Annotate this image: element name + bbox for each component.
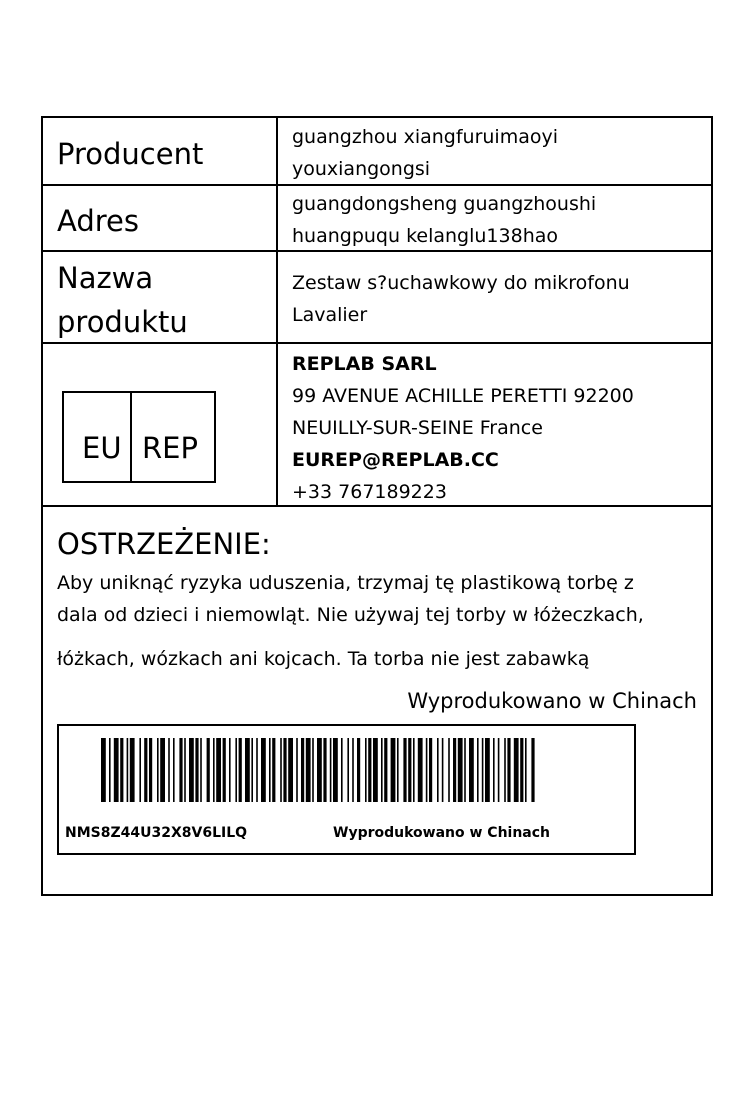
barcode-bar bbox=[144, 738, 147, 802]
barcode-bar bbox=[149, 738, 152, 802]
address-line-1: guangdongsheng guangzhoushi bbox=[292, 193, 597, 215]
barcode-bar bbox=[514, 738, 519, 802]
barcode-bar bbox=[195, 738, 198, 802]
warning-line-3: łóżkach, wózkach ani kojcach. Ta torba nie jest zabawką bbox=[57, 648, 590, 670]
barcode-bar bbox=[498, 738, 500, 802]
barcode-bar bbox=[157, 738, 159, 802]
producer-label: Producent bbox=[57, 137, 204, 171]
barcode-bar bbox=[306, 738, 311, 802]
barcode-bar bbox=[352, 738, 354, 802]
row-divider bbox=[43, 342, 711, 344]
barcode-bar bbox=[341, 738, 343, 802]
barcode-bar bbox=[168, 738, 170, 802]
barcode-bar bbox=[261, 738, 266, 802]
barcode-bar bbox=[373, 738, 378, 802]
barcode-bar bbox=[216, 738, 221, 802]
eu-rep-address-line-1: 99 AVENUE ACHILLE PERETTI 92200 bbox=[292, 385, 634, 407]
column-divider bbox=[276, 118, 278, 505]
barcode-bar bbox=[418, 738, 423, 802]
eu-rep-address-line-2: NEUILLY-SUR-SEINE France bbox=[292, 417, 543, 439]
barcode-bar bbox=[296, 738, 298, 802]
barcode-bar bbox=[245, 738, 250, 802]
barcode-bar bbox=[109, 738, 111, 802]
barcode-bar bbox=[413, 738, 415, 802]
barcode-bar bbox=[207, 738, 210, 802]
barcode-bar bbox=[272, 738, 275, 802]
barcode-bar bbox=[507, 738, 510, 802]
barcode-bar bbox=[235, 738, 237, 802]
barcode-bar bbox=[280, 738, 282, 802]
product-name-line-1: Zestaw s?uchawkowy do mikrofonu bbox=[292, 272, 630, 294]
barcode-bar bbox=[437, 738, 439, 802]
barcode-bar bbox=[127, 738, 129, 802]
eu-rep-email: EUREP@REPLAB.CC bbox=[292, 449, 499, 471]
barcode-bar bbox=[229, 738, 231, 802]
barcode-bar bbox=[397, 738, 399, 802]
barcode-bar bbox=[239, 738, 242, 802]
barcode-bar bbox=[114, 738, 119, 802]
barcode-bar bbox=[179, 738, 182, 802]
barcode-bar bbox=[256, 738, 258, 802]
producer-line-2: youxiangongsi bbox=[292, 158, 431, 180]
barcode-bar bbox=[448, 738, 450, 802]
barcode-bar bbox=[317, 738, 322, 802]
barcode-code: NMS8Z44U32X8V6LILQ bbox=[65, 825, 248, 841]
barcode-bar bbox=[403, 738, 406, 802]
barcode-bar bbox=[283, 738, 286, 802]
barcode-bar bbox=[333, 738, 338, 802]
barcode-bar bbox=[442, 738, 444, 802]
barcode-bar bbox=[330, 738, 332, 802]
address-label: Adres bbox=[57, 204, 139, 238]
barcode-bar bbox=[429, 738, 432, 802]
product-name-label-line-2: produktu bbox=[57, 305, 188, 339]
barcode-bar bbox=[525, 738, 527, 802]
warning-line-2: dala od dzieci i niemowląt. Nie używaj tej torby w łóżeczkach, bbox=[57, 604, 644, 626]
barcode-bar bbox=[482, 738, 484, 802]
barcode-bar bbox=[184, 738, 186, 802]
barcode-bar bbox=[288, 738, 293, 802]
barcode-bar bbox=[391, 738, 396, 802]
barcode-icon bbox=[101, 738, 597, 802]
barcode-bar bbox=[101, 738, 106, 802]
barcode-bar bbox=[504, 738, 506, 802]
barcode-bar bbox=[301, 738, 304, 802]
barcode-bar bbox=[251, 738, 253, 802]
barcode-bar bbox=[469, 738, 474, 802]
barcode-bar bbox=[520, 738, 523, 802]
eu-rep-right-text: REP bbox=[142, 431, 198, 465]
eu-rep-company: REPLAB SARL bbox=[292, 353, 437, 375]
barcode-bar bbox=[458, 738, 463, 802]
warning-line-1: Aby uniknąć ryzyka uduszenia, trzymaj tę plastikową torbę z bbox=[57, 572, 634, 594]
eu-rep-symbol bbox=[62, 391, 216, 483]
barcode-bar bbox=[531, 738, 534, 802]
barcode-bar bbox=[160, 738, 165, 802]
barcode-bar bbox=[200, 738, 202, 802]
barcode-bar bbox=[357, 738, 360, 802]
barcode-box bbox=[57, 724, 636, 855]
barcode-bar bbox=[477, 738, 479, 802]
barcode-bar bbox=[408, 738, 411, 802]
barcode-bar bbox=[384, 738, 387, 802]
product-label bbox=[41, 116, 713, 896]
eu-rep-divider bbox=[130, 393, 132, 481]
barcode-bar bbox=[347, 738, 349, 802]
barcode-bar bbox=[426, 738, 428, 802]
eu-rep-left-text: EU bbox=[82, 431, 122, 465]
barcode-bar bbox=[312, 738, 314, 802]
barcode-bar bbox=[173, 738, 175, 802]
barcode-bar bbox=[120, 738, 123, 802]
made-in-text: Wyprodukowano w Chinach bbox=[407, 689, 697, 713]
eu-rep-phone: +33 767189223 bbox=[292, 481, 447, 503]
barcode-bar bbox=[223, 738, 226, 802]
producer-line-1: guangzhou xiangfuruimaoyi bbox=[292, 126, 558, 148]
barcode-made-in: Wyprodukowano w Chinach bbox=[333, 825, 551, 841]
barcode-bar bbox=[464, 738, 466, 802]
barcode-bar bbox=[130, 738, 135, 802]
product-name-line-2: Lavalier bbox=[292, 304, 368, 326]
address-line-2: huangpuqu kelanglu138hao bbox=[292, 225, 559, 247]
barcode-bar bbox=[213, 738, 215, 802]
barcode-bar bbox=[189, 738, 194, 802]
barcode-bar bbox=[323, 738, 326, 802]
barcode-bar bbox=[368, 738, 371, 802]
barcode-bar bbox=[485, 738, 490, 802]
barcode-bar bbox=[365, 738, 367, 802]
barcode-bar bbox=[139, 738, 141, 802]
barcode-bar bbox=[493, 738, 495, 802]
product-name-label-line-1: Nazwa bbox=[57, 261, 154, 295]
barcode-bar bbox=[453, 738, 456, 802]
barcode-bar bbox=[381, 738, 383, 802]
warning-title: OSTRZEŻENIE: bbox=[57, 527, 271, 561]
barcode-bar bbox=[269, 738, 271, 802]
